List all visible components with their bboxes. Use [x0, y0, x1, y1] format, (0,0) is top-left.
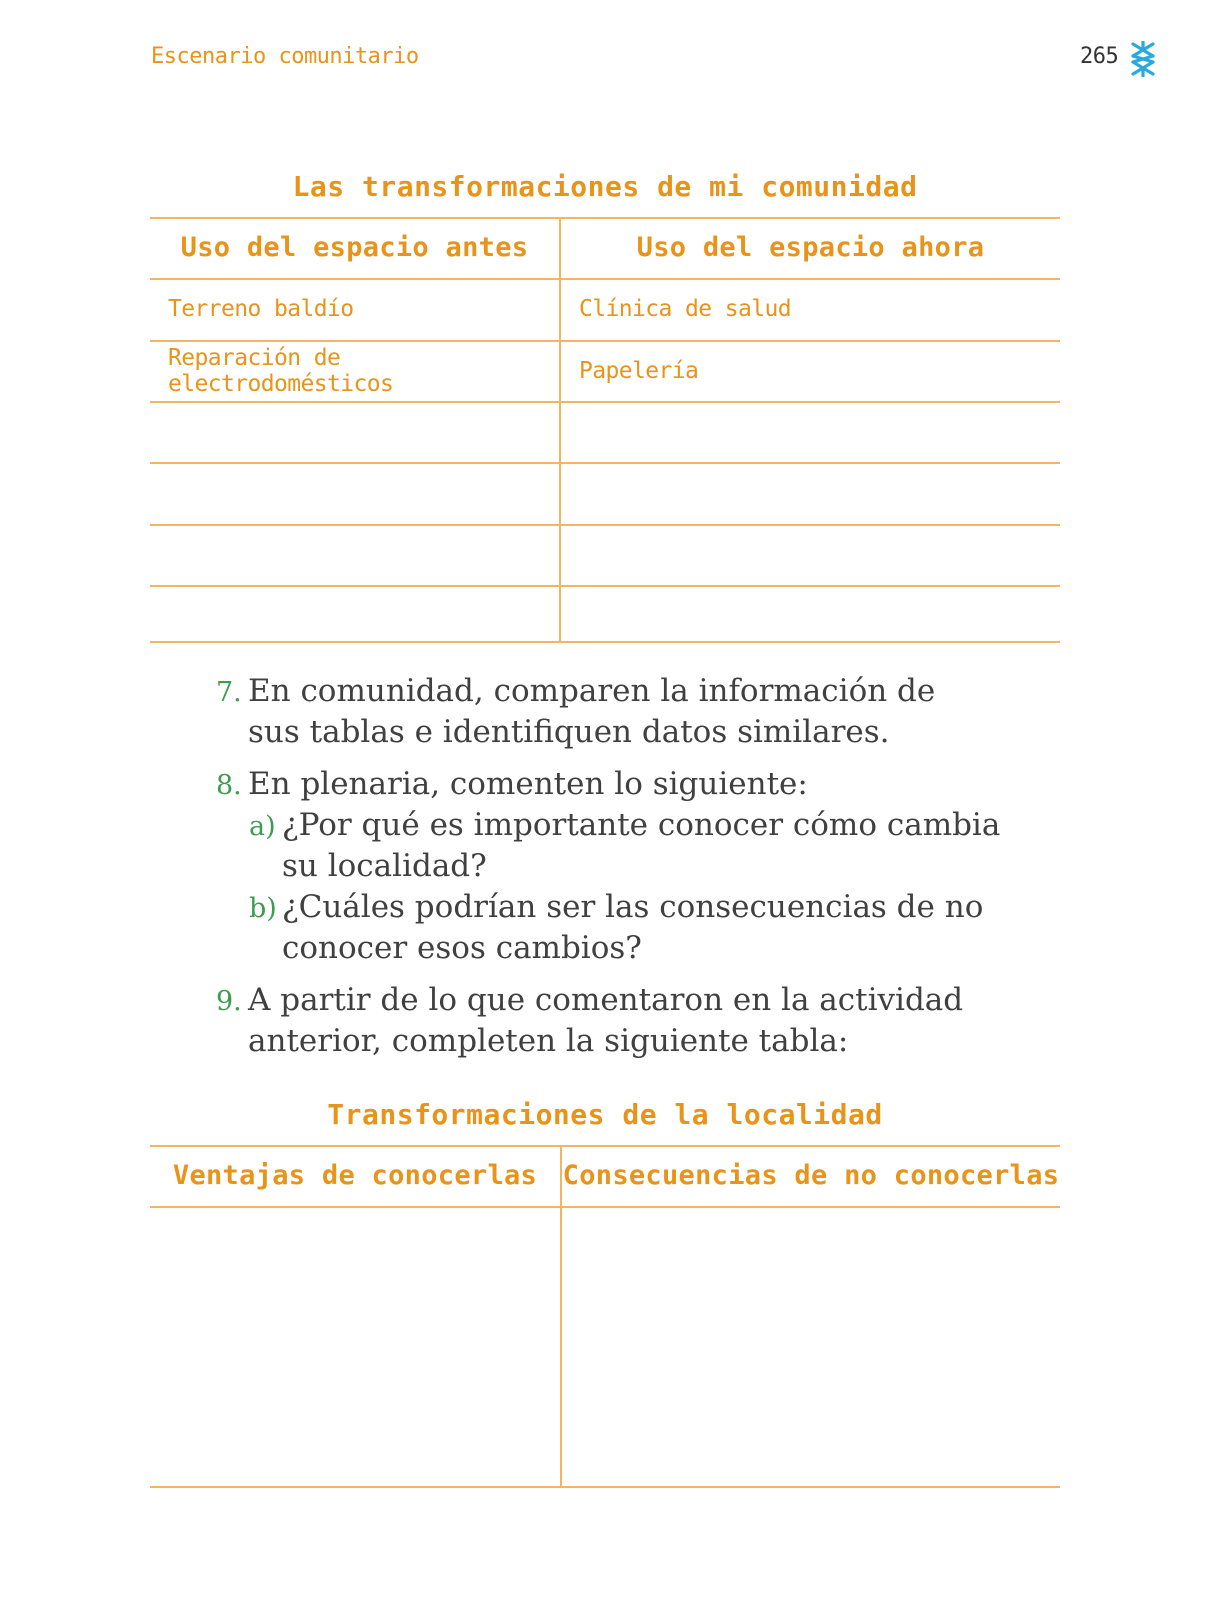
table1-cell: Papelería: [579, 357, 699, 384]
table1-cell: Reparación de electrodomésticos: [168, 344, 394, 397]
question-text: En comunidad, comparen la información de: [248, 673, 936, 709]
rule: [150, 524, 1060, 526]
table1-header-before: Uso del espacio antes: [180, 232, 529, 263]
question-number: 7.: [216, 677, 242, 708]
subquestion-letter: a): [249, 811, 276, 842]
section-title: Escenario comunitario: [151, 44, 419, 69]
table1-header-now: Uso del espacio ahora: [636, 232, 985, 263]
question-number: 8.: [216, 770, 242, 801]
table1-cell: Clínica de salud: [579, 296, 791, 322]
subquestion-text: ¿Cuáles podrían ser las consecuencias de no: [282, 889, 984, 925]
question-9-continued: anterior, completen la siguiente tabla:: [248, 1023, 849, 1059]
subquestion-text: ¿Por qué es importante conocer cómo cambia: [282, 807, 1001, 843]
question-8a-continued: su localidad?: [282, 848, 487, 884]
rule: [150, 641, 1060, 643]
table1: [150, 217, 1060, 643]
question-8: [216, 764, 808, 806]
table2-title: Transformaciones de la localidad: [327, 1098, 883, 1131]
rule: [150, 401, 1060, 403]
question-8a: [249, 805, 1000, 847]
table2-header-consequences: Consecuencias de no conocerlas: [562, 1160, 1060, 1191]
question-8b: [249, 887, 983, 929]
rule: [150, 1206, 1060, 1208]
question-number: 9.: [216, 986, 242, 1017]
question-9: [216, 980, 963, 1022]
subquestion-letter: b): [249, 893, 277, 924]
rule: [150, 585, 1060, 587]
table2: [150, 1145, 1060, 1489]
knot-logo-icon: [1127, 41, 1159, 77]
question-7-continued: sus tablas e identifiquen datos similares.: [248, 714, 890, 750]
table2-header-advantages: Ventajas de conocerlas: [172, 1160, 538, 1191]
question-text: A partir de lo que comentaron en la actividad: [248, 982, 964, 1018]
table1-cell: Terreno baldío: [168, 296, 354, 322]
rule: [150, 1486, 1060, 1488]
question-7: [216, 671, 935, 713]
table1-title: Las transformaciones de mi comunidad: [292, 170, 918, 203]
rule: [150, 462, 1060, 464]
question-text: En plenaria, comenten lo siguiente:: [248, 766, 808, 802]
question-8b-continued: conocer esos cambios?: [282, 930, 642, 966]
page-number: 265: [1080, 44, 1119, 69]
